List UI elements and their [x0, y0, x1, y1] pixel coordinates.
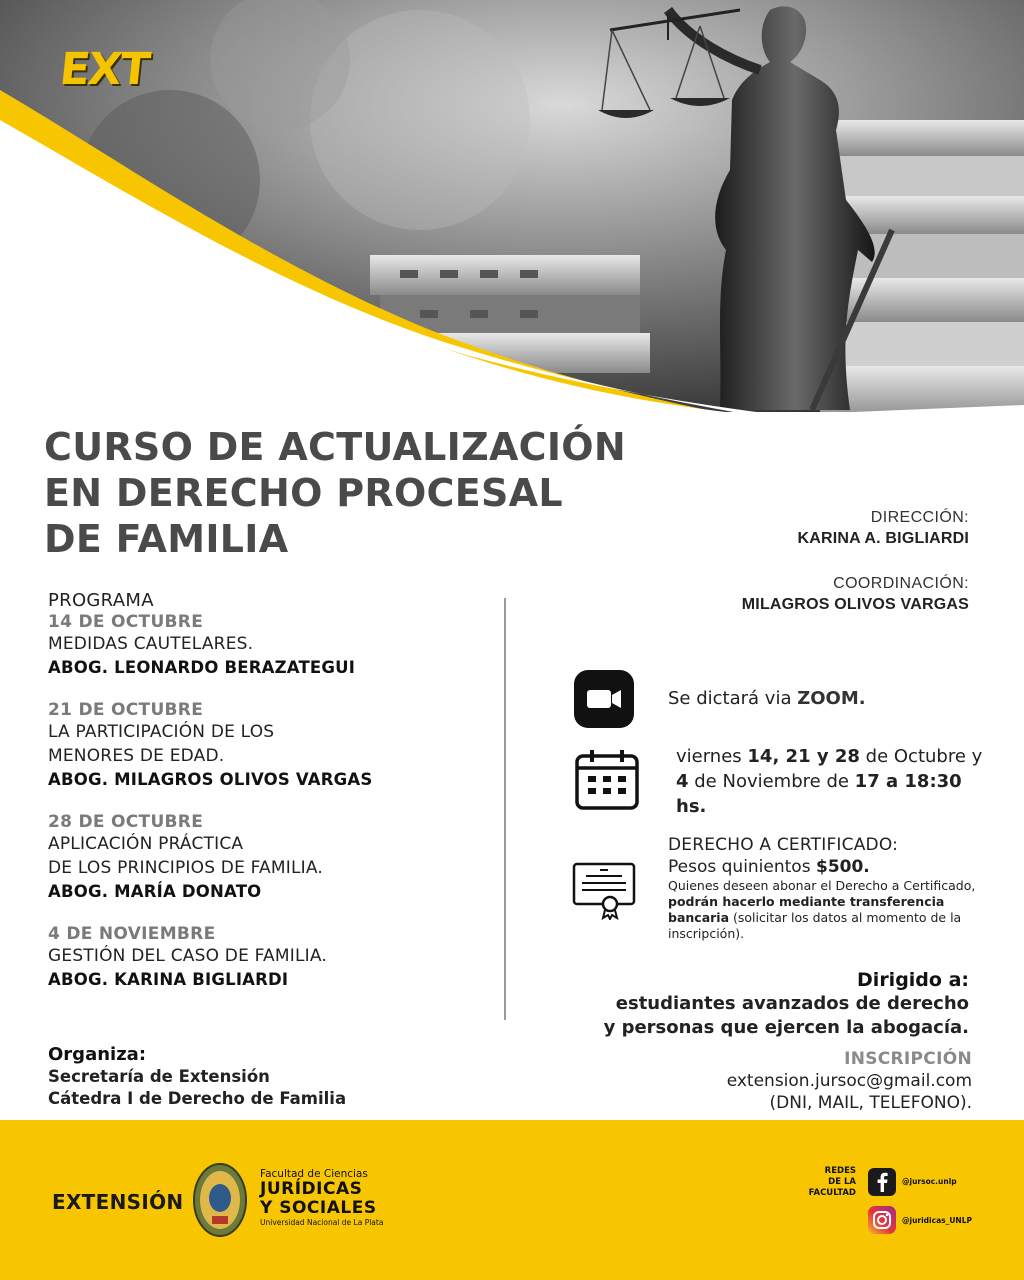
organizer-line: Cátedra I de Derecho de Familia — [48, 1089, 347, 1108]
coordination-label: COORDINACIÓN: — [833, 575, 969, 592]
session-topic: MEDIDAS CAUTELARES. — [48, 634, 254, 654]
audience-line: y personas que ejercen la abogacía. — [603, 1017, 969, 1038]
session-date: 28 DE OCTUBRE — [48, 812, 204, 832]
faculty-small: Facultad de Ciencias — [260, 1168, 368, 1180]
session-speaker: ABOG. LEONARDO BERAZATEGUI — [48, 658, 356, 677]
schedule-time: 17 a 18:30 hs. — [676, 771, 962, 817]
extension-label: EXTENSIÓN — [52, 1190, 184, 1214]
session-date: 14 DE OCTUBRE — [48, 612, 204, 632]
certificate-info — [668, 834, 988, 942]
faculty-name: Y SOCIALES — [260, 1198, 377, 1218]
social-label — [790, 1166, 856, 1199]
audience-block — [604, 968, 969, 1040]
session-date: 21 DE OCTUBRE — [48, 700, 204, 720]
calendar-icon — [574, 748, 640, 812]
course-title — [44, 424, 724, 562]
session-topic: LA PARTICIPACIÓN DE LOS MENORES DE EDAD. — [48, 722, 275, 766]
session-topic: APLICACIÓN PRÁCTICA DE LOS PRINCIPIOS DE FAMILIA. — [48, 834, 323, 878]
coordination-name: MILAGROS OLIVOS VARGAS — [741, 596, 969, 613]
organizer-line: Secretaría de Extensión — [48, 1067, 270, 1086]
program-entry — [48, 612, 488, 680]
justice-statue-photo — [0, 0, 1024, 420]
session-speaker: ABOG. MARÍA DONATO — [48, 882, 262, 901]
direction-block — [742, 508, 969, 616]
faculty-logo — [260, 1168, 383, 1228]
instagram-handle[interactable]: @juridicas_UNLP — [902, 1216, 972, 1225]
note-text: Quienes deseen abonar el Derecho a Certificado, — [668, 878, 976, 893]
note-text: (solicitar los datos al momento de la inscripción). — [668, 910, 962, 941]
title-line: EN DERECHO PROCESAL — [44, 471, 563, 515]
direction-name: KARINA A. BIGLIARDI — [797, 530, 969, 547]
hero-image — [0, 0, 1024, 420]
registration-block — [727, 1048, 972, 1114]
registration-heading: INSCRIPCIÓN — [844, 1049, 972, 1069]
program-section — [48, 590, 488, 1012]
social-label-line: DE LA — [828, 1177, 856, 1187]
direction-label: DIRECCIÓN: — [870, 509, 969, 526]
registration-requirements: (DNI, MAIL, TELEFONO). — [769, 1093, 972, 1113]
university-name: Universidad Nacional de La Plata — [260, 1218, 384, 1227]
registration-email[interactable]: extension.jursoc@gmail.com — [726, 1071, 972, 1091]
video-camera-icon — [574, 670, 634, 728]
footer-bar — [0, 1120, 1024, 1280]
price-amount: $500. — [815, 857, 870, 877]
schedule-text: viernes — [676, 746, 748, 767]
schedule-date: 4 — [676, 771, 689, 792]
program-heading: PROGRAMA — [48, 590, 154, 611]
facebook-icon[interactable] — [868, 1168, 896, 1196]
title-line: DE FAMILIA — [44, 517, 289, 561]
certificate-heading: DERECHO A CERTIFICADO: — [668, 835, 899, 855]
audience-heading: Dirigido a: — [857, 969, 969, 991]
organizer-block — [48, 1044, 346, 1110]
social-label-line: FACULTAD — [808, 1188, 856, 1198]
social-label-line: REDES — [824, 1166, 856, 1176]
price-prefix: Pesos quinientos — [668, 857, 816, 877]
organizer-heading: Organiza: — [48, 1044, 147, 1065]
schedule-text: de Noviembre de — [688, 771, 855, 792]
ext-logo: EXT — [57, 44, 151, 95]
instagram-icon[interactable] — [868, 1206, 896, 1234]
program-entry — [48, 924, 488, 992]
faculty-name: JURÍDICAS — [260, 1179, 363, 1199]
session-topic: GESTIÓN DEL CASO DE FAMILIA. — [48, 946, 327, 966]
session-date: 4 DE NOVIEMBRE — [48, 924, 216, 944]
schedule-dates: 14, 21 y 28 — [747, 746, 860, 767]
university-seal-icon — [192, 1160, 248, 1240]
program-entry — [48, 812, 488, 904]
column-divider — [504, 598, 506, 1020]
facebook-handle[interactable]: @jursoc.unlp — [902, 1177, 957, 1186]
certificate-icon — [572, 860, 636, 920]
zoom-brand: ZOOM. — [797, 688, 866, 709]
session-speaker: ABOG. MILAGROS OLIVOS VARGAS — [48, 770, 373, 789]
certificate-note — [668, 878, 988, 942]
schedule-text: de Octubre y — [859, 746, 983, 767]
schedule-info — [676, 744, 986, 819]
certificate-price — [668, 856, 988, 878]
audience-line: estudiantes avanzados de derecho — [615, 993, 969, 1014]
session-speaker: ABOG. KARINA BIGLIARDI — [48, 970, 289, 989]
zoom-text: Se dictará via — [668, 688, 798, 709]
program-entry — [48, 700, 488, 792]
note-bold: podrán hacerlo mediante transferencia bancaria — [668, 894, 945, 925]
title-line: CURSO DE ACTUALIZACIÓN — [44, 425, 626, 469]
zoom-info — [668, 688, 866, 709]
